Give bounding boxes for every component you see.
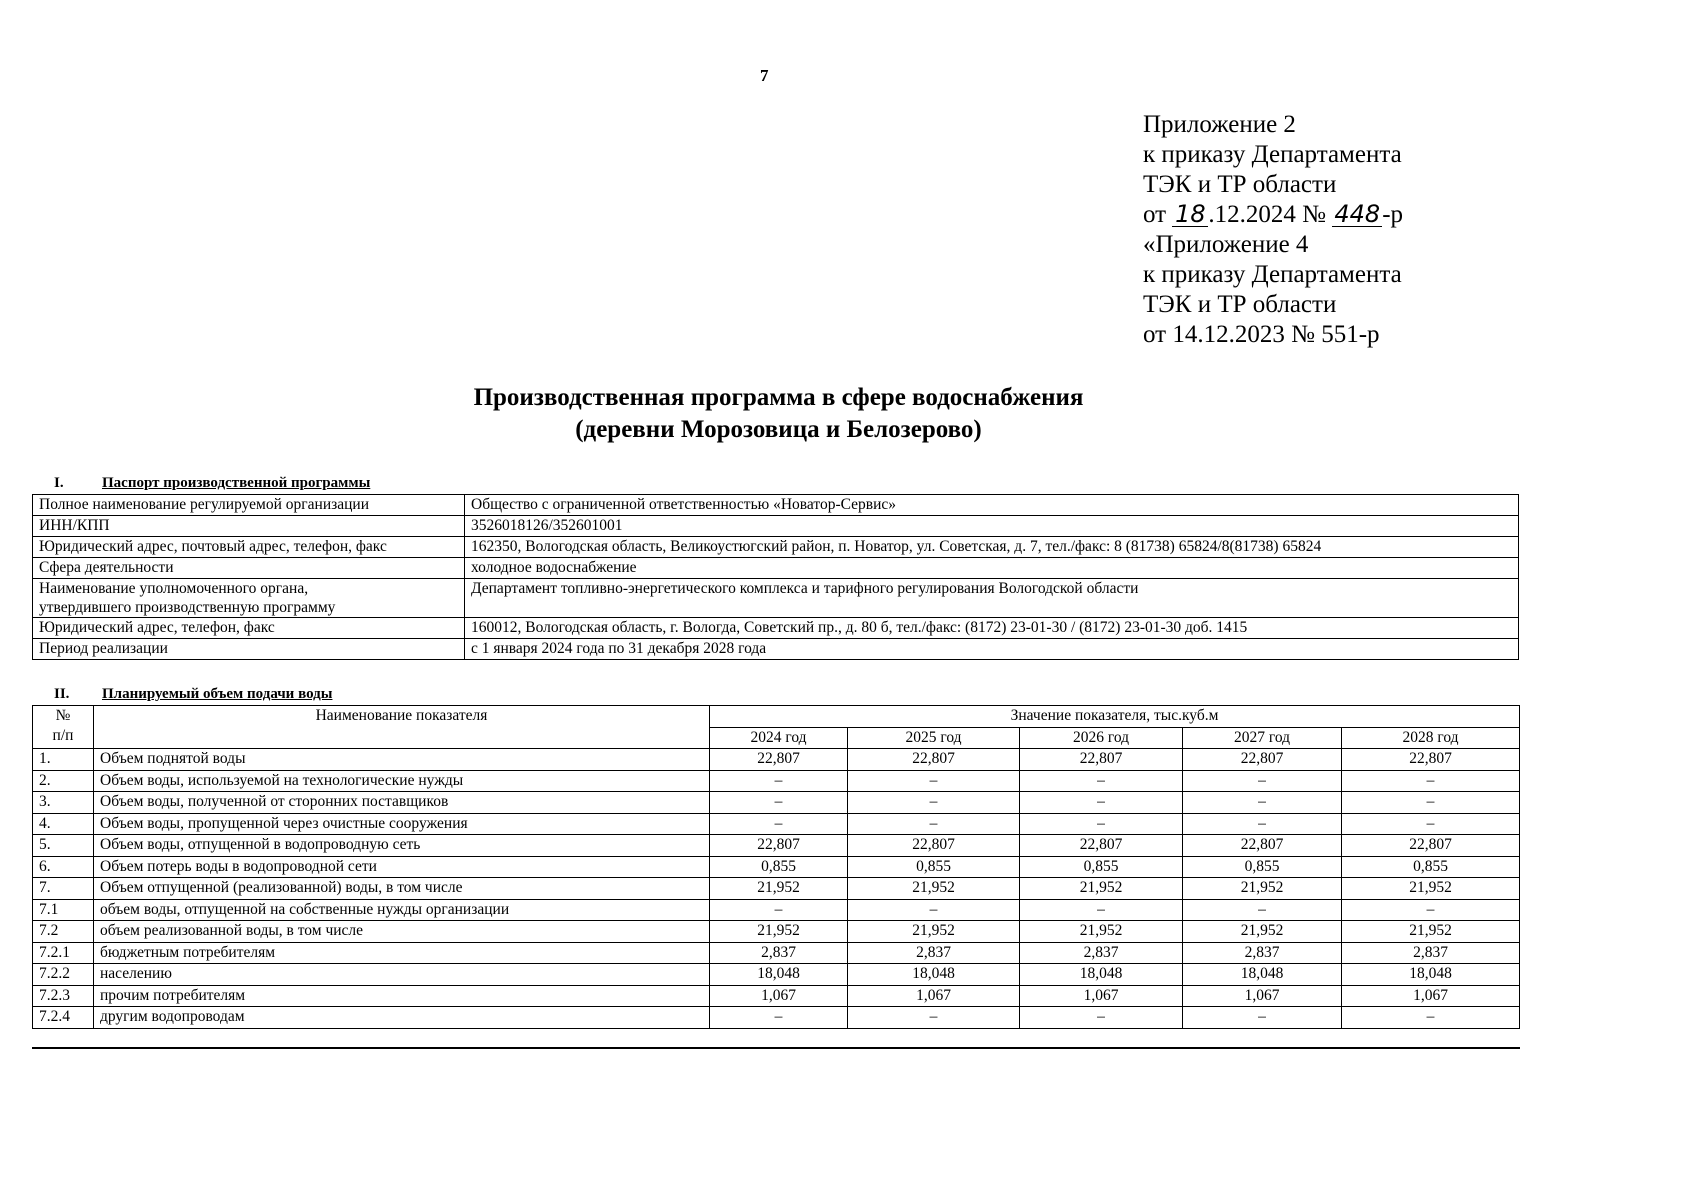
row-indicator-name: Объем воды, полученной от сторонних поставщиков [94,792,710,814]
passport-table [32,494,1519,660]
passport-label-text: Полное наименование регулируемой организации [39,496,370,513]
row-number: 4. [33,813,94,835]
row-value: – [1342,1007,1520,1029]
appendix-line: Приложение 2 [1143,111,1296,138]
row-value: – [1183,899,1342,921]
row-value: – [1342,813,1520,835]
passport-label [33,495,465,516]
row-value: 22,807 [710,749,848,771]
section-2-heading [54,686,332,703]
row-number: 1. [33,749,94,771]
row-indicator-name: другим водопроводам [94,1007,710,1029]
appendix-line: к приказу Департамента [1143,261,1402,288]
row-value: 18,048 [1020,964,1183,986]
row-value: 1,067 [848,985,1020,1007]
appendix-line: «Приложение 4 [1143,231,1309,258]
passport-row [33,618,1519,639]
row-indicator-name: Объем воды, используемой на технологические нужды [94,770,710,792]
passport-row [33,558,1519,579]
row-value: 21,952 [848,878,1020,900]
passport-value: с 1 января 2024 года по 31 декабря 2028 года [465,639,1519,660]
table-row [33,878,1520,900]
row-value: 0,855 [1183,856,1342,878]
passport-row [33,537,1519,558]
row-value: 1,067 [1020,985,1183,1007]
row-indicator-name: населению [94,964,710,986]
passport-label-text: утвердившего производственную программу [39,599,336,616]
passport-label-text: Наименование уполномоченного органа, [39,580,309,597]
row-value: – [1342,899,1520,921]
header-number-line1: № [55,707,71,724]
title-line: Производственная программа в сфере водоснабжения [473,384,1084,411]
row-value: 21,952 [710,921,848,943]
row-indicator-name: Объем поднятой воды [94,749,710,771]
row-number: 3. [33,792,94,814]
row-value: 21,952 [1020,921,1183,943]
passport-label-text: Сфера деятельности [39,559,174,576]
passport-label [33,618,465,639]
row-value: 22,807 [1342,835,1520,857]
row-value: 18,048 [710,964,848,986]
row-value: – [1183,813,1342,835]
row-number: 7. [33,878,94,900]
table-row [33,835,1520,857]
passport-row [33,579,1519,618]
passport-label-text: ИНН/КПП [39,517,110,534]
row-value: 2,837 [848,942,1020,964]
row-value: – [1020,792,1183,814]
passport-row [33,639,1519,660]
appendix-line: к приказу Департамента [1143,141,1402,168]
row-value: – [848,1007,1020,1029]
header-values-group: Значение показателя, тыс.куб.м [710,706,1520,728]
row-value: – [848,899,1020,921]
appendix-date-suffix: -р [1382,201,1404,228]
appendix-date-prefix: от [1143,201,1167,228]
passport-row [33,495,1519,516]
passport-value: 162350, Вологодская область, Великоустюгский район, п. Новатор, ул. Советская, д. 7, тел./факс: 8 (81738) 65824/8(81738) 65824 [465,537,1519,558]
passport-label [33,558,465,579]
table-row [33,792,1520,814]
table-row [33,1007,1520,1029]
row-value: – [710,770,848,792]
appendix-date-middle: .12.2024 № [1208,201,1326,228]
row-number: 7.2.4 [33,1007,94,1029]
row-value: – [1020,770,1183,792]
row-indicator-name: Объем воды, пропущенной через очистные сооружения [94,813,710,835]
table-row [33,899,1520,921]
header-year: 2025 год [848,727,1020,749]
handwritten-order-number: 448 [1332,202,1382,227]
row-indicator-name: бюджетным потребителям [94,942,710,964]
passport-value: 3526018126/352601001 [465,516,1519,537]
header-year: 2027 год [1183,727,1342,749]
appendix-line: ТЭК и ТР области [1143,171,1337,198]
row-value: 22,807 [1183,749,1342,771]
row-value: 0,855 [1342,856,1520,878]
row-number: 7.2.2 [33,964,94,986]
handwritten-day: 18 [1172,202,1208,227]
row-indicator-name: Объем воды, отпущенной в водопроводную сеть [94,835,710,857]
row-value: 0,855 [1020,856,1183,878]
row-number: 7.2.1 [33,942,94,964]
section-title: Паспорт производственной программы [102,475,371,491]
row-number: 5. [33,835,94,857]
row-indicator-name: объем воды, отпущенной на собственные нужды организации [94,899,710,921]
passport-label [33,537,465,558]
row-value: – [1183,1007,1342,1029]
passport-label-text: Период реализации [39,640,168,657]
row-value: 0,855 [710,856,848,878]
row-value: 21,952 [848,921,1020,943]
header-number-line2: п/п [52,727,74,744]
section-number: II. [54,686,70,702]
row-value: – [1020,813,1183,835]
row-number: 7.1 [33,899,94,921]
table-row [33,856,1520,878]
passport-value: Общество с ограниченной ответственностью «Новатор-Сервис» [465,495,1519,516]
row-value: 2,837 [710,942,848,964]
table-row [33,770,1520,792]
header-year: 2024 год [710,727,848,749]
passport-label [33,579,465,618]
header-year: 2026 год [1020,727,1183,749]
row-value: 21,952 [1183,878,1342,900]
row-value: 21,952 [1342,878,1520,900]
row-value: – [848,813,1020,835]
table-row [33,813,1520,835]
row-value: – [1342,792,1520,814]
row-indicator-name: прочим потребителям [94,985,710,1007]
row-value: 22,807 [1020,749,1183,771]
row-value: – [848,770,1020,792]
row-value: – [1342,770,1520,792]
table-row [33,985,1520,1007]
row-value: 21,952 [1342,921,1520,943]
header-number [33,706,94,749]
section-1-heading [54,475,370,492]
passport-label [33,639,465,660]
water-supply-table [32,705,1520,1029]
row-value: – [710,813,848,835]
row-value: – [710,1007,848,1029]
bottom-divider [32,1047,1520,1049]
row-value: – [710,899,848,921]
row-number: 2. [33,770,94,792]
header-indicator-name: Наименование показателя [94,706,710,749]
row-value: 21,952 [710,878,848,900]
title-line: (деревни Морозовица и Белозерово) [575,416,982,443]
row-value: – [848,792,1020,814]
passport-label-text: Юридический адрес, почтовый адрес, телефон, факс [39,538,387,555]
row-value: – [1020,1007,1183,1029]
row-value: 18,048 [848,964,1020,986]
appendix-date-line [1143,200,1403,230]
row-number: 6. [33,856,94,878]
passport-row [33,516,1519,537]
row-value: 22,807 [1342,749,1520,771]
row-value: 22,807 [848,835,1020,857]
table-row [33,964,1520,986]
row-value: 22,807 [848,749,1020,771]
row-indicator-name: Объем отпущенной (реализованной) воды, в том числе [94,878,710,900]
row-value: – [1020,899,1183,921]
table-row [33,921,1520,943]
row-value: 1,067 [1342,985,1520,1007]
row-value: 22,807 [1020,835,1183,857]
row-value: 21,952 [1183,921,1342,943]
passport-value: Департамент топливно-энергетического комплекса и тарифного регулирования Вологодской области [465,579,1519,618]
row-value: 1,067 [1183,985,1342,1007]
page-number: 7 [760,66,769,85]
row-number: 7.2.3 [33,985,94,1007]
appendix-line: от 14.12.2023 № 551-р [1143,321,1380,348]
document-title [0,382,1557,446]
row-value: 18,048 [1183,964,1342,986]
row-value: 2,837 [1020,942,1183,964]
row-indicator-name: Объем потерь воды в водопроводной сети [94,856,710,878]
row-value: 0,855 [848,856,1020,878]
row-value: 18,048 [1342,964,1520,986]
section-title: Планируемый объем подачи воды [102,686,333,702]
row-value: – [1183,792,1342,814]
passport-label [33,516,465,537]
row-value: 21,952 [1020,878,1183,900]
passport-value: 160012, Вологодская область, г. Вологда, Советский пр., д. 80 б, тел./факс: (8172) 23-01-30 / (8172) 23-01-30 доб. 1415 [465,618,1519,639]
appendix-block [1143,110,1403,350]
row-value: 2,837 [1342,942,1520,964]
section-number: I. [54,475,64,491]
row-indicator-name: объем реализованной воды, в том числе [94,921,710,943]
passport-label-text: Юридический адрес, телефон, факс [39,619,275,636]
row-value: 2,837 [1183,942,1342,964]
table-row [33,942,1520,964]
row-value: 1,067 [710,985,848,1007]
table-row [33,749,1520,771]
header-year: 2028 год [1342,727,1520,749]
row-value: – [1183,770,1342,792]
row-number: 7.2 [33,921,94,943]
row-value: – [710,792,848,814]
row-value: 22,807 [710,835,848,857]
row-value: 22,807 [1183,835,1342,857]
appendix-line: ТЭК и ТР области [1143,291,1337,318]
passport-value: холодное водоснабжение [465,558,1519,579]
